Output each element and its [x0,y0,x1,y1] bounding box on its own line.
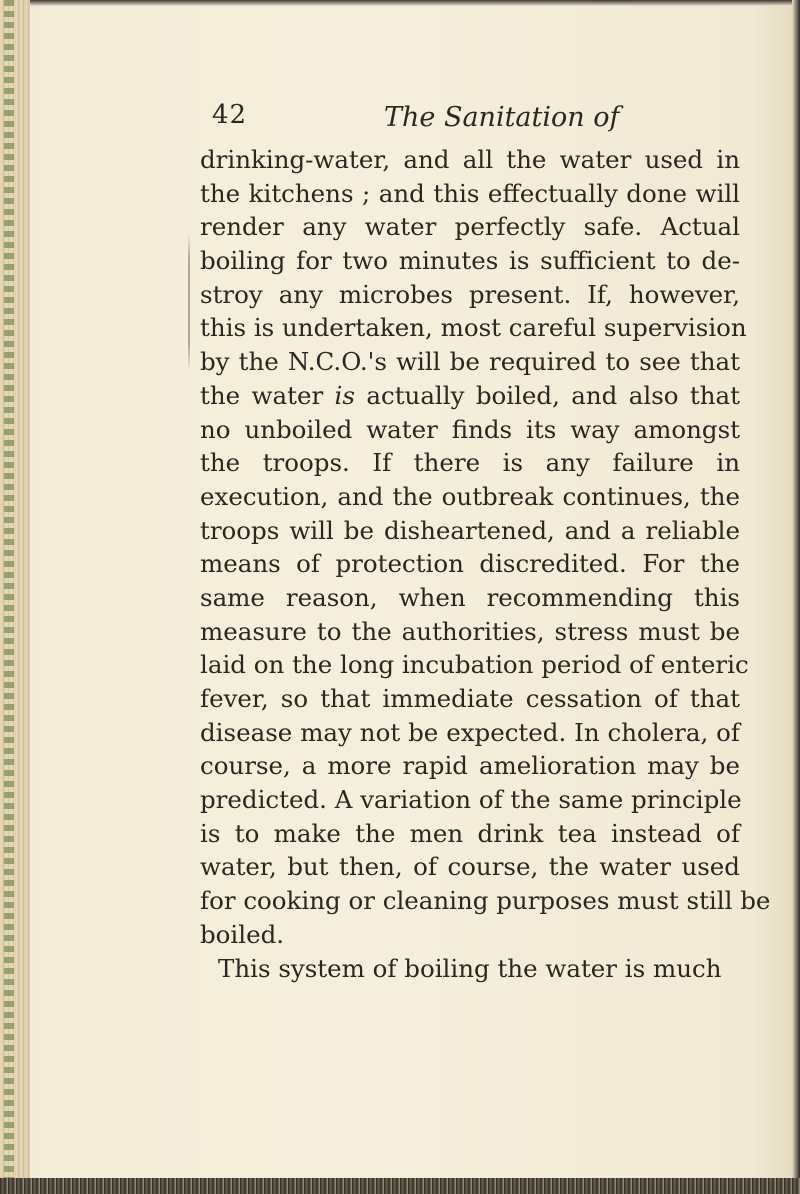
text-line: drinking-water, and all the water used in [200,145,740,174]
text-line: the water is actually boiled, and also that [200,380,740,410]
body-text [200,143,771,985]
text-line: measure to the authorities, stress must be [200,616,740,646]
text-line: means of protection discredited. For the [200,549,740,579]
page-bottom-edge [0,1178,800,1194]
text-line: the kitchens ; and this effectually done will [200,178,740,208]
text-line: the troops. If there is any failure in [200,448,740,478]
text-line: disease may not be expected. In cholera, of [200,717,740,747]
text-line: course, a more rapid amelioration may be [200,751,740,781]
text-line: no unboiled water finds its way amongst [200,414,740,444]
text-line: troops will be disheartened, and a reliable [200,515,740,545]
text-line: render any water perfectly safe. Actual [200,212,740,242]
text-line: water, but then, of course, the water used [200,852,740,882]
text-line: same reason, when recommending this [200,582,740,612]
margin-pencil-mark [188,232,190,372]
book-spine-edge [0,0,30,1194]
text-line: by the N.C.O.'s will be required to see that [200,347,740,377]
text-line: stroy any microbes present. If, however, [200,279,740,309]
paragraph-start-line: This system of boiling the water is much [218,953,722,983]
emphasis: is [334,380,355,410]
page-top-edge [30,0,800,6]
text-line: execution, and the outbreak continues, the [200,481,740,511]
text-line: boiling for two minutes is sufficient to de- [200,246,740,276]
text-line: laid on the long incubation period of enteric [200,650,749,680]
text-line: is to make the men drink tea instead of [200,818,740,848]
text-line: predicted. A variation of the same principle [200,785,742,815]
text-line: fever, so that immediate cessation of that [200,684,740,713]
text-line: for cooking or cleaning purposes must still be [200,886,771,916]
text-line: boiled. [200,919,285,949]
text-line: this is undertaken, most careful supervision [200,313,747,343]
page-number: 42 [212,100,248,130]
page-header [212,100,632,144]
running-head: The Sanitation of [384,102,620,133]
page-right-edge [792,0,800,1194]
